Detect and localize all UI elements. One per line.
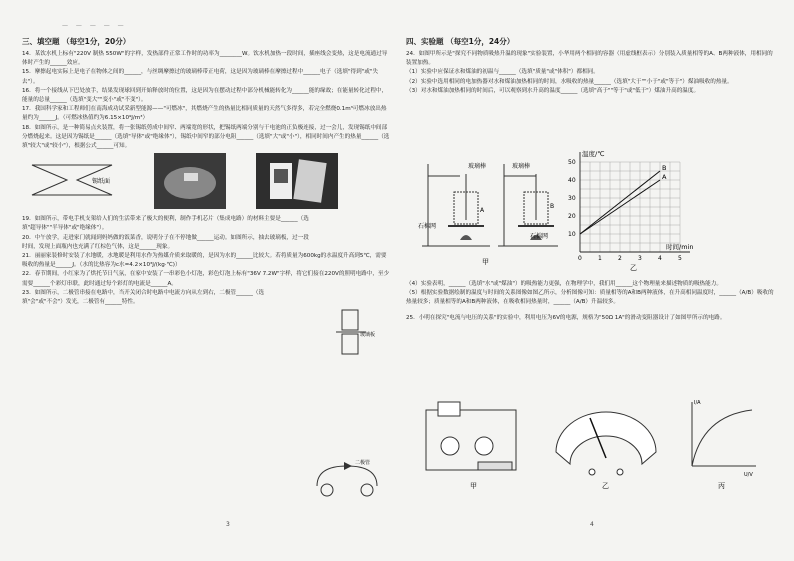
x-tick-label: 3 xyxy=(638,255,642,262)
q24-part1: （1）实验中应保证水和煤油的初温与______（选填"质量"或"体积"）都相同。 xyxy=(406,69,599,76)
q24-part2: （2）实验中选用相同的电加热器对水和煤油加热相同的时间，水吸收的热量______（选填"大于""小于"或"等于"）煤油吸收的热量。 xyxy=(406,78,733,85)
fig-jia-label: 甲 xyxy=(482,258,489,266)
battery-box xyxy=(438,402,460,416)
chart-axes xyxy=(580,152,690,252)
heating-apparatus-figure xyxy=(420,156,560,268)
liquid-a-label: A xyxy=(480,207,485,214)
question-21: 21．丽丽家装修时安装了水地暖，水地暖是利用水作为热媒介质来取暖的，是因为水的______比较大。若将质量为600kg的水温度升高到5℃，需要吸收的热量是______J。（水的比热容为c水=4.2×10³J/(kg·℃)） xyxy=(22,253,387,269)
glass-rod-label-a: 玻璃棒 xyxy=(468,163,487,170)
i-axis-label: I/A xyxy=(694,400,701,406)
liquid-b-label: B xyxy=(550,203,555,210)
right-page xyxy=(406,36,776,536)
glass-plate-figure xyxy=(322,306,388,362)
scan-mark: — — — — — xyxy=(62,22,127,29)
right-section-title: 四、实验题 （每空1分，24分） xyxy=(406,37,515,46)
x-tick-label: 0 xyxy=(578,255,582,262)
y-tick-label: 50 xyxy=(568,159,576,166)
question-15: 15．摩擦起电实际上是电子在物体之间的______，与丝绸摩擦过的玻璃棒带正电荷，这是因为玻璃棒在摩擦过程中______电子（选填"得到"或"失去"）。 xyxy=(22,69,379,85)
tinfoil-figure xyxy=(22,155,132,205)
question-22: 22．春节期间，小红家为了烘托节日气氛，在家中安装了一串彩色小灯泡，彩色灯泡上标有"36V 7.2W"字样，将它们接在220V的照明电路中，至少需要______个彩灯串联，此时通过每个彩灯的电流是______A。 xyxy=(22,271,390,287)
x-tick-label: 2 xyxy=(618,255,622,262)
chart-y-axis-label: 温度/℃ xyxy=(582,150,605,158)
right-page-number: 4 xyxy=(590,521,594,528)
diode-label: 二极管 xyxy=(355,460,371,466)
y-tick-label: 10 xyxy=(568,231,576,238)
question-19: 19．如图所示，带电手机支架给人们的生活带来了极大的便利，制作手机芯片（集成电路）的材料主要是______（选填"超导体""半导体"或"绝缘体"）。 xyxy=(22,216,309,232)
question-23: 23．如图所示，二极管串接在电路中，当开关闭合时电路中电流方向从左到右，二极管______（选填"会"或"不会"）发光，二极管有______特性。 xyxy=(22,289,265,306)
y-tick-label: 20 xyxy=(568,213,576,220)
fig-yi-label: 乙 xyxy=(630,264,637,272)
q24-part3: （3）对水和煤油加热相同的时间后，可以观察到水升高的温度______（选填"高于""等于"或"低于"）煤油升高的温度。 xyxy=(406,87,700,94)
question-18: 18．如图所示，是一种简易点火装置，将一张锡纸剪成中间窄、两端宽的形状，把锡纸两端分别与干电池的正负极连接，过一会儿，发现锡纸中间部分燃烧起来。这是因为锡纸是______（选填"导体"或"绝缘体"），锡纸中间窄的部分电阻______（选填"大"或"小"），相同时间内产生的热量______（选填"较大"或"较小"），根据公式______可知。 xyxy=(22,124,390,150)
x-tick-label: 1 xyxy=(598,255,602,262)
u-axis-label: U/V xyxy=(744,472,753,478)
q24-part5: （5）根据实验数据绘制的温度与时间的关系图像如图乙所示，分析图像可知：质量相等的A和B两种液体，在升高相同温度时，______（A/B）吸收的热量较多；质量相等的A和B两种液体，在吸收相同热量时，______（A/B）升温较多。 xyxy=(406,290,774,306)
glass-rod-label-b: 玻璃棒 xyxy=(512,163,531,170)
series-label-b: B xyxy=(662,164,667,172)
ammeter-figure xyxy=(546,392,666,492)
hand-photo xyxy=(154,153,226,209)
figure-row xyxy=(22,151,392,215)
chart-x-axis-label: 时间/min xyxy=(666,243,694,251)
tinfoil-label: 锡纸面 xyxy=(92,178,111,186)
q24-part4: （4）实验表明，______（选填"水"或"煤油"）的吸热能力更强，在物理学中，我们用______这个物理量来描述物质的吸热能力。 xyxy=(406,281,722,287)
fig-yi-label-2: 乙 xyxy=(602,482,609,490)
q24-intro: 24．如图甲所示是"探究不同物质吸热升温的现象"实验装置，小华用两个相同的容器（用虚线框表示）分别装入质量相等的A、B两种液体，用相同的装置加热。 xyxy=(406,51,773,67)
phone-stand-photo xyxy=(256,153,338,209)
question-16: 16．将一个接线从下巴处放手，结果发现球回到开始释放时的位置，这是因为在摆动过程中部分机械能转化为______能的缘故；在能量转化过程中，能量的总量______（选填"变大""变小"或"不变"）。 xyxy=(22,87,388,104)
x-tick-label: 5 xyxy=(678,255,682,262)
question-17: 17．我国科学家和工程师们在南海成功试采新型能源——"可燃冰"，其燃烧产生的热量比相同质量的天然气多得多，若完全燃烧0.1m³可燃冰放出热量约为______J。（可燃冰热值约为6.15×10⁹J/m³） xyxy=(22,106,387,122)
iu-graph-figure xyxy=(682,396,762,492)
asbestos-label-b: 石棉网 xyxy=(530,233,549,240)
left-page-number: 3 xyxy=(226,521,230,528)
apparatus-a xyxy=(422,164,490,246)
y-tick-label: 30 xyxy=(568,195,576,202)
asbestos-label-a: 石棉网 xyxy=(418,223,437,230)
circuit-figure xyxy=(420,396,530,492)
series-label-a: A xyxy=(662,173,667,181)
diode-circuit-figure xyxy=(307,456,392,502)
rheostat xyxy=(478,462,512,470)
fig-bing-label: 丙 xyxy=(718,482,725,490)
voltmeter-dial xyxy=(475,437,493,455)
apparatus-b xyxy=(498,164,558,246)
temperature-time-chart xyxy=(562,148,702,272)
question-20: 20．中午放学，走进家门就闻到妈妈做的饭菜香，说明分子在不停地做______运动。如图所示，抽去玻璃板，过一段时间，发现上面瓶内也充满了红棕色气体，这是______现象。 xyxy=(22,234,309,250)
x-tick-label: 4 xyxy=(658,255,662,262)
glass-plate-label: 玻璃板 xyxy=(360,332,376,338)
q25-intro: 25．小明在探究"电流与电压的关系"的实验中，利用电压为6V的电源，规格为"50Ω 1A"的滑动变阻器设计了如图甲所示的电路。 xyxy=(406,314,726,321)
ammeter-dial xyxy=(441,437,459,455)
left-section-title: 三、填空题 （每空1分，20分） xyxy=(22,37,131,46)
fig-jia-label-2: 甲 xyxy=(470,482,477,490)
chart-series xyxy=(580,164,667,234)
question-14: 14．某饮水机上标有"220V 制热 550W"的字样，发热部件正常工作时的功率为________W。饮水机加热一段时间，插座线会变热，这是电流通过导体时产生的______效应。 xyxy=(22,51,388,67)
y-tick-label: 40 xyxy=(568,177,576,184)
left-page xyxy=(22,36,392,536)
